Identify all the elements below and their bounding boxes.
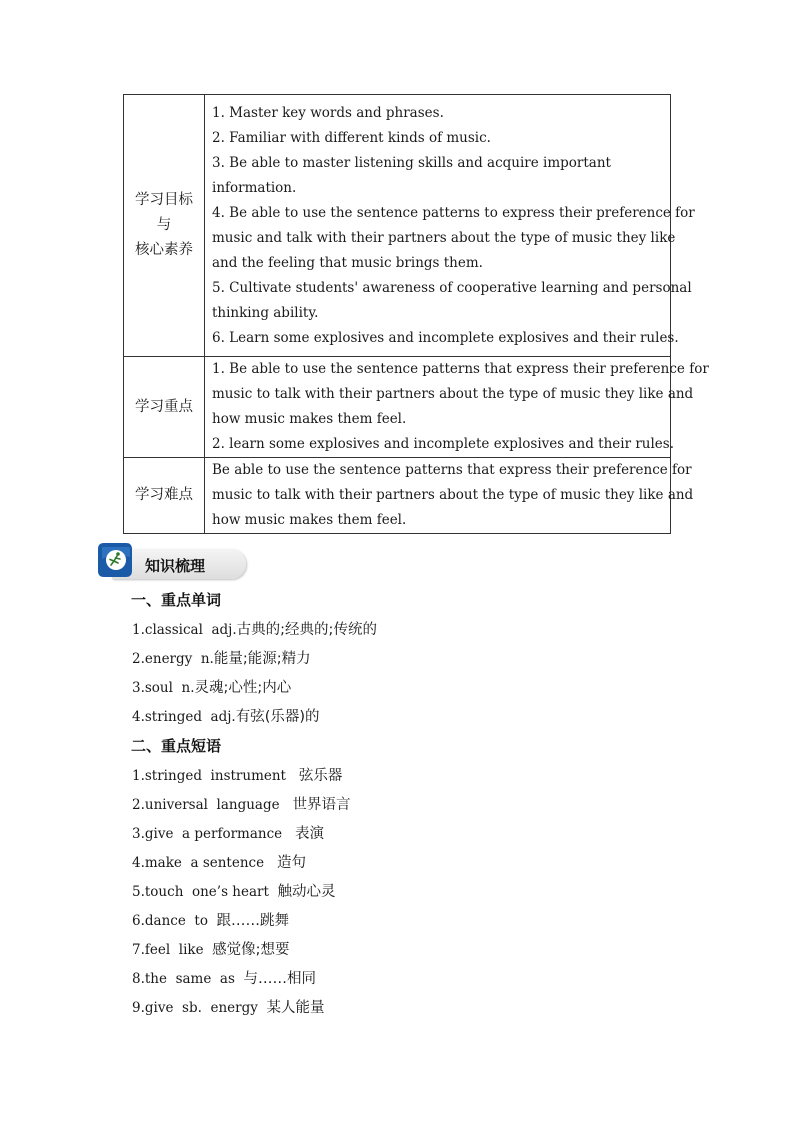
list-item	[132, 822, 324, 843]
list-item	[132, 647, 311, 668]
content-line: 3. Be able to master listening skills and acquire important	[212, 154, 611, 171]
content-line: music and talk with their partners about the type of music they like	[212, 229, 676, 246]
item-english: 9.give sb. energy	[132, 1000, 267, 1016]
running-figure-icon	[98, 543, 132, 577]
row-label-line: 学习难点	[135, 487, 193, 503]
list-item	[132, 793, 350, 814]
item-chinese: 触动心灵	[277, 884, 336, 900]
item-english: 2.energy n.	[132, 651, 214, 667]
list-item	[132, 967, 316, 988]
item-chinese: 世界语言	[292, 797, 351, 813]
list-item	[132, 851, 306, 872]
item-chinese: 表演	[295, 826, 325, 842]
table-row	[124, 458, 671, 534]
item-english: 5.touch one’s heart	[132, 884, 278, 900]
content-line: 5. Cultivate students' awareness of cooperative learning and personal	[212, 279, 692, 296]
content-line: 6. Learn some explosives and incomplete explosives and their rules.	[212, 329, 679, 346]
content-line: music to talk with their partners about the type of music they like and	[212, 386, 694, 402]
item-chinese: 感觉像;想要	[212, 942, 290, 958]
item-english: 4.stringed adj.	[132, 709, 236, 725]
item-english: 2.universal language	[132, 797, 293, 813]
row-label-line: 学习重点	[135, 398, 193, 415]
row-content	[205, 458, 694, 534]
item-chinese: 造句	[276, 855, 306, 871]
content-line: how music makes them feel.	[212, 512, 407, 528]
item-english: 3.soul n.	[132, 680, 195, 696]
item-english: 6.dance to	[132, 913, 217, 929]
table-row	[124, 357, 671, 458]
content-line: 4. Be able to use the sentence patterns to express their preference for	[212, 204, 695, 221]
item-chinese: 能量;能源;精力	[213, 651, 311, 667]
item-english: 7.feel like	[132, 942, 213, 958]
item-chinese: 跟……跳舞	[216, 913, 290, 929]
content-line: how music makes them feel.	[212, 411, 407, 427]
item-english: 1.stringed instrument	[132, 768, 299, 784]
row-label	[124, 458, 205, 534]
item-chinese: 弦乐器	[298, 768, 343, 784]
content-line: and the feeling that music brings them.	[212, 254, 483, 271]
row-label	[124, 95, 205, 357]
content-line: 1. Master key words and phrases.	[212, 104, 444, 121]
list-item	[132, 880, 335, 901]
section-title: 知识梳理	[145, 557, 206, 575]
item-chinese: 某人能量	[266, 1000, 325, 1016]
list-item	[132, 996, 324, 1017]
item-chinese: 灵魂;心性;内心	[194, 680, 292, 696]
content-line: information.	[212, 179, 297, 196]
row-label-line: 核心素养	[135, 242, 193, 258]
item-chinese: 有弦(乐器)的	[235, 709, 320, 725]
item-english: 1.classical adj.	[132, 622, 237, 638]
list-item	[132, 676, 291, 697]
list-item	[132, 705, 320, 726]
item-english: 3.give a performance	[132, 826, 296, 842]
list-item	[132, 909, 289, 930]
list-item	[132, 618, 377, 639]
row-content	[205, 95, 695, 357]
item-chinese: 与……相同	[243, 971, 316, 987]
row-content	[205, 357, 709, 458]
content-line: 2. Familiar with different kinds of music.	[212, 129, 491, 146]
phrases-heading: 二、重点短语	[131, 737, 222, 755]
table-row	[124, 95, 671, 357]
learning-goals-table	[123, 94, 709, 534]
row-label	[124, 357, 205, 458]
content-line: 1. Be able to use the sentence patterns that express their preference for	[212, 361, 709, 377]
row-label-line: 学习目标	[135, 192, 193, 208]
vocabulary-heading: 一、重点单词	[131, 591, 222, 609]
section-badge	[98, 541, 248, 581]
list-item	[132, 764, 342, 785]
list-item	[132, 938, 290, 959]
item-chinese: 古典的;经典的;传统的	[236, 622, 377, 638]
content-line: thinking ability.	[212, 304, 319, 321]
content-line: Be able to use the sentence patterns that express their preference for	[212, 462, 692, 478]
item-english: 4.make a sentence	[132, 855, 277, 871]
row-label-line: 与	[156, 217, 172, 233]
content-line: 2. learn some explosives and incomplete explosives and their rules.	[212, 436, 674, 452]
item-english: 8.the same as	[132, 971, 244, 987]
content-line: music to talk with their partners about the type of music they like and	[212, 487, 694, 503]
